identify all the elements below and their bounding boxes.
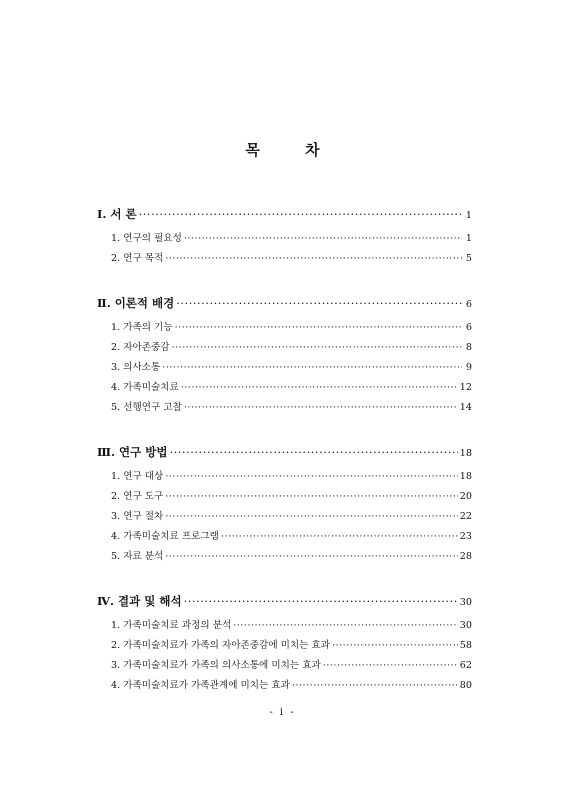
toc-section-3 xyxy=(97,441,472,567)
item-label: 1. 연구 대상 xyxy=(111,471,164,482)
page-number: 1 xyxy=(465,210,472,221)
dot-leader xyxy=(165,487,457,507)
page-number: 6 xyxy=(465,322,472,333)
toc-item[interactable] xyxy=(97,616,472,636)
toc-section-1 xyxy=(97,203,472,269)
item-label: 5. 선행연구 고찰 xyxy=(111,402,182,413)
item-label: 3. 가족미술치료가 가족의 의사소통에 미치는 효과 xyxy=(111,660,321,671)
item-label: 2. 연구 도구 xyxy=(111,491,164,502)
dot-leader xyxy=(221,527,458,547)
dot-leader xyxy=(165,467,457,487)
dot-leader xyxy=(184,590,458,612)
page-number: 30 xyxy=(459,597,472,608)
page-number: 80 xyxy=(459,680,472,691)
page-number: 14 xyxy=(459,402,472,413)
item-label: 3. 의사소통 xyxy=(111,362,161,373)
page-number: 18 xyxy=(459,471,472,482)
toc-chapter[interactable] xyxy=(97,203,472,225)
toc-item[interactable] xyxy=(97,547,472,567)
toc-item[interactable] xyxy=(97,656,472,676)
toc-item[interactable] xyxy=(97,229,472,249)
chapter-label: Ⅲ. 연구 방법 xyxy=(97,445,168,459)
toc-chapter[interactable] xyxy=(97,292,472,314)
item-label: 2. 가족미술치료가 가족의 자아존중감에 미치는 효과 xyxy=(111,640,331,651)
toc-item[interactable] xyxy=(97,249,472,269)
page-number: 8 xyxy=(465,342,472,353)
toc-item[interactable] xyxy=(97,318,472,338)
item-label: 4. 가족미술치료가 가족관계에 미치는 효과 xyxy=(111,680,290,691)
page-number: 9 xyxy=(465,362,472,373)
toc-item[interactable] xyxy=(97,676,472,696)
page-number: 30 xyxy=(459,620,472,631)
page-number: 12 xyxy=(459,382,472,393)
item-label: 1. 가족의 기능 xyxy=(111,322,173,333)
page-title: 목 차 xyxy=(245,141,340,159)
dot-leader xyxy=(292,676,458,696)
page-number: 6 xyxy=(465,299,472,310)
dot-leader xyxy=(172,338,462,358)
toc-item[interactable] xyxy=(97,527,472,547)
toc-item[interactable] xyxy=(97,358,472,378)
toc-item[interactable] xyxy=(97,636,472,656)
dot-leader xyxy=(169,441,457,463)
table-of-contents xyxy=(97,203,472,719)
toc-item[interactable] xyxy=(97,398,472,418)
toc-item[interactable] xyxy=(97,507,472,527)
chapter-label: Ⅱ. 이론적 배경 xyxy=(97,296,175,310)
dot-leader xyxy=(162,358,462,378)
toc-chapter[interactable] xyxy=(97,441,472,463)
item-label: 5. 자료 분석 xyxy=(111,551,164,562)
toc-section-4 xyxy=(97,590,472,696)
page-number: 5 xyxy=(465,253,472,264)
item-label: 2. 연구 목적 xyxy=(111,253,164,264)
dot-leader xyxy=(233,616,458,636)
toc-item[interactable] xyxy=(97,338,472,358)
dot-leader xyxy=(165,547,457,567)
chapter-label: Ⅰ. 서 론 xyxy=(97,207,137,221)
item-label: 2. 자아존중감 xyxy=(111,342,170,353)
page-number: 22 xyxy=(459,511,472,522)
page-number: 18 xyxy=(459,448,472,459)
dot-leader xyxy=(323,656,458,676)
dot-leader xyxy=(139,203,462,225)
dot-leader xyxy=(184,229,462,249)
dot-leader xyxy=(165,249,462,269)
dot-leader xyxy=(176,292,462,314)
item-label: 4. 가족미술치료 프로그램 xyxy=(111,531,219,542)
dot-leader xyxy=(175,318,462,338)
page-number: 20 xyxy=(459,491,472,502)
toc-item[interactable] xyxy=(97,487,472,507)
toc-section-2 xyxy=(97,292,472,418)
item-label: 4. 가족미술치료 xyxy=(111,382,179,393)
page-number: 58 xyxy=(459,640,472,651)
item-label: 1. 연구의 필요성 xyxy=(111,233,182,244)
dot-leader xyxy=(332,636,458,656)
page-number: 28 xyxy=(459,551,472,562)
page-number: 62 xyxy=(459,660,472,671)
page-number: 1 xyxy=(465,233,472,244)
chapter-label: Ⅳ. 결과 및 해석 xyxy=(97,594,182,608)
toc-chapter[interactable] xyxy=(97,590,472,612)
dot-leader xyxy=(184,398,458,418)
toc-item[interactable] xyxy=(97,378,472,398)
dot-leader xyxy=(181,378,458,398)
page-number: 23 xyxy=(459,531,472,542)
toc-item[interactable] xyxy=(97,467,472,487)
item-label: 3. 연구 절차 xyxy=(111,511,164,522)
item-label: 1. 가족미술치료 과정의 분석 xyxy=(111,620,232,631)
dot-leader xyxy=(165,507,457,527)
page-footer: - i - xyxy=(269,707,296,718)
